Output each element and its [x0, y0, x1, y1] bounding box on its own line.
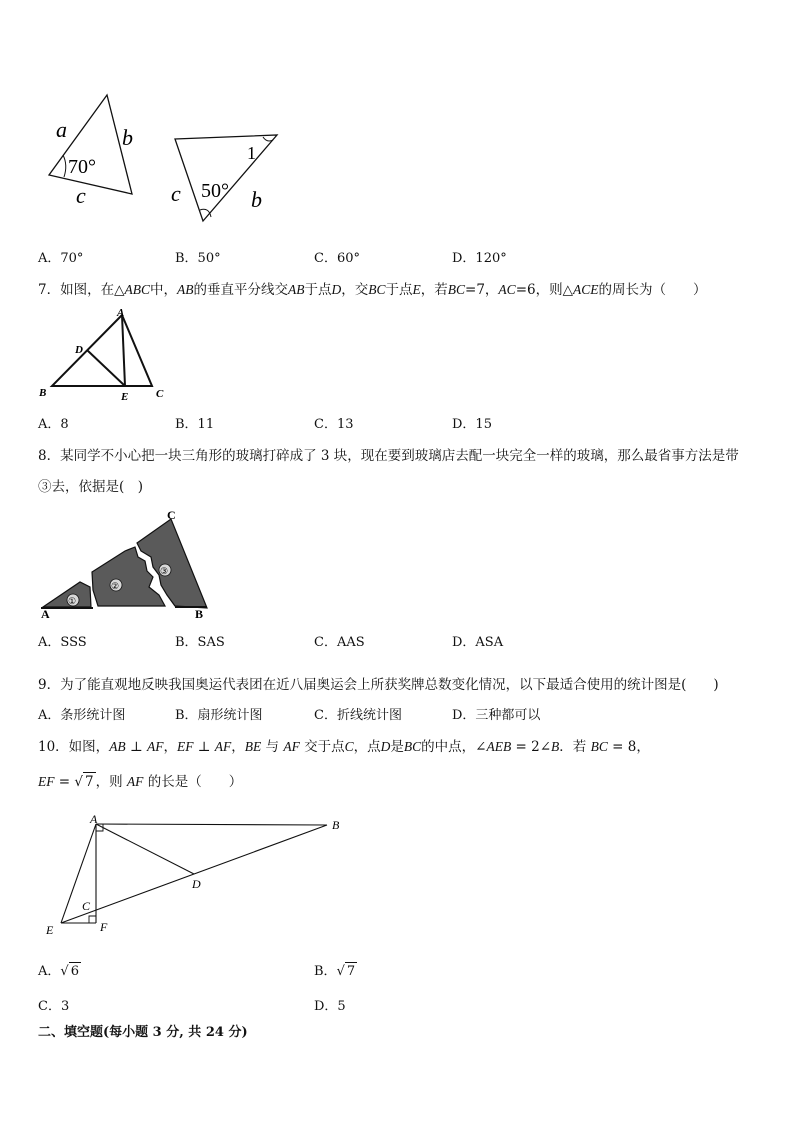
- sqrt-7-expression: √ 7: [74, 774, 94, 790]
- q8-piece-3-label: ③: [160, 566, 169, 576]
- triangle1-label-c: c: [76, 183, 86, 208]
- q6-option-d[interactable]: D．120°: [452, 251, 507, 266]
- q10-label-d: D: [192, 877, 201, 891]
- q9-option-c[interactable]: C．折线统计图: [314, 708, 402, 723]
- q6-figure-triangle-2: [165, 125, 285, 225]
- triangle2-label-1: 1: [247, 143, 256, 163]
- triangle2-label-b: b: [251, 187, 262, 212]
- q6-option-c[interactable]: C．60°: [314, 251, 360, 266]
- q8-question-line2: ③去，依据是( ): [38, 479, 144, 495]
- q6-option-b[interactable]: B．50°: [175, 251, 221, 266]
- q7-label-c: C: [156, 388, 164, 400]
- q7-label-d: D: [75, 344, 83, 356]
- q8-label-c: C: [167, 508, 176, 522]
- q10-question-line2: EF = √ 7 ，则 AF 的长是（ ）: [38, 774, 243, 790]
- q7-label-a: A: [117, 307, 125, 319]
- q10-label-c: C: [82, 899, 91, 913]
- q6-option-a[interactable]: A．70°: [38, 251, 84, 266]
- triangle1-angle-70: 70°: [68, 156, 96, 178]
- q10-option-c[interactable]: C．3: [38, 999, 70, 1014]
- q10-label-a: A: [90, 812, 98, 826]
- q6-figure-triangle-1: [40, 85, 150, 215]
- q8-option-a[interactable]: A．SSS: [38, 635, 87, 650]
- q7-option-b[interactable]: B．11: [175, 417, 215, 432]
- q9-option-b[interactable]: B．扇形统计图: [175, 708, 263, 723]
- q10-option-a[interactable]: A．√ 6: [38, 964, 79, 979]
- q8-option-d[interactable]: D．ASA: [452, 635, 504, 650]
- q7-label-e: E: [121, 391, 129, 403]
- q10-label-e: E: [46, 923, 54, 937]
- q8-label-a: A: [41, 607, 50, 621]
- q9-option-d[interactable]: D．三种都可以: [452, 708, 541, 723]
- q7-option-a[interactable]: A．8: [38, 417, 69, 432]
- q10-label-f: F: [100, 920, 108, 934]
- section-2-heading: 二、填空题(每小题 3 分, 共 24 分): [38, 1025, 248, 1040]
- q7-figure-triangle: [35, 305, 175, 405]
- triangle1-label-a: a: [56, 117, 67, 142]
- q9-option-a[interactable]: A．条形统计图: [38, 708, 126, 723]
- q7-label-b: B: [39, 387, 47, 399]
- triangle1-label-b: b: [122, 125, 133, 150]
- q7-option-d[interactable]: D．15: [452, 417, 492, 432]
- q10-label-b: B: [332, 818, 340, 832]
- q10-option-b[interactable]: B．√ 7: [314, 964, 356, 979]
- q10-figure: [40, 810, 360, 940]
- q8-option-b[interactable]: B．SAS: [175, 635, 225, 650]
- q8-figure-broken-glass: [35, 505, 220, 620]
- q8-question-line1: 8．某同学不小心把一块三角形的玻璃打碎成了 3 块，现在要到玻璃店去配一块完全一样的玻璃，那么最省事方法是带: [38, 448, 739, 464]
- q7-option-c[interactable]: C．13: [314, 417, 354, 432]
- q7-question-text: 7．如图，在△ABC中，AB的垂直平分线交AB于点D，交BC于点E，若BC=7，AC=6，则△ACE的周长为（ ）: [38, 282, 707, 298]
- q10-option-d[interactable]: D．5: [314, 999, 346, 1014]
- q8-piece-1-label: ①: [68, 596, 77, 606]
- q8-label-b: B: [195, 607, 204, 621]
- triangle2-label-c: c: [171, 181, 181, 206]
- q8-piece-2-label: ②: [111, 581, 120, 591]
- q8-option-c[interactable]: C．AAS: [314, 635, 365, 650]
- sqrt-7-option: √ 7: [336, 964, 356, 979]
- triangle2-angle-50: 50°: [201, 180, 229, 202]
- sqrt-6-option: √ 6: [60, 964, 79, 979]
- q9-question-text: 9．为了能直观地反映我国奥运代表团在近八届奥运会上所获奖牌总数变化情况，以下最适合使用的统计图是( ): [38, 677, 719, 693]
- q10-question-line1: 10．如图，AB ⊥ AF，EF ⊥ AF，BE 与 AF 交于点C，点D是BC的中点，∠AEB = 2∠B．若 BC = 8，: [38, 739, 650, 755]
